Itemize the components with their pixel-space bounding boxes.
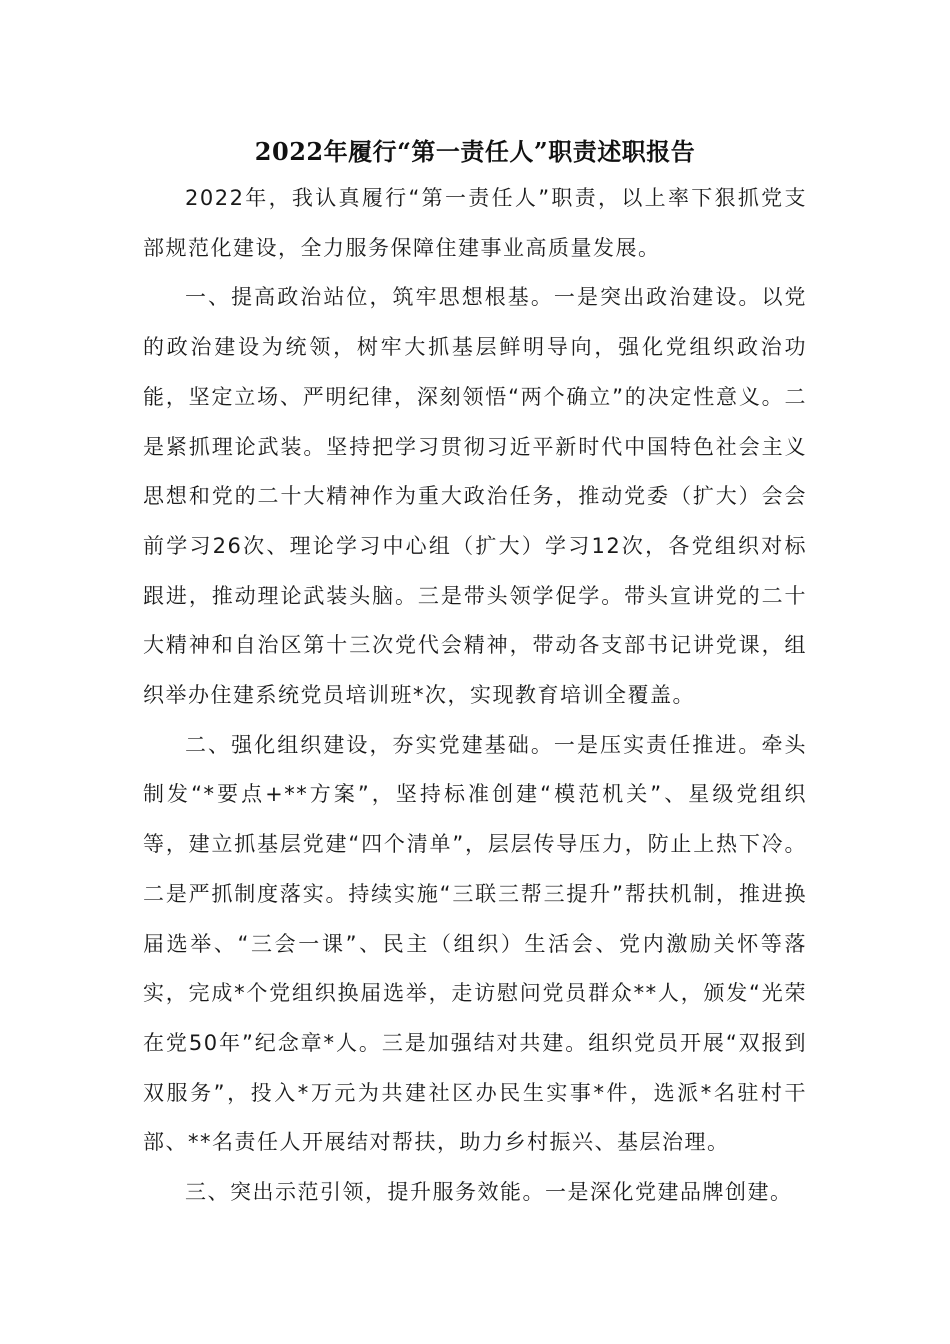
paragraph-section-1: 一、提高政治站位，筑牢思想根基。一是突出政治建设。以党的政治建设为统领，树牢大抓基层鲜明导向，强化党组织政治功能，坚定立场、严明纪律，深刻领悟“两个确立”的决定性意义。二是紧抓理论武装。坚持把学习贯彻习近平新时代中国特色社会主义思想和党的二十大精神作为重大政治任务，推动党委（扩大）会会前学习26次、理论学习中心组（扩大）学习12次，各党组织对标跟进，推动理论武装头脑。三是带头领学促学。带头宣讲党的二十大精神和自治区第十三次党代会精神，带动各支部书记讲党课，组织举办住建系统党员培训班*次，实现教育培训全覆盖。 — [143, 285, 807, 708]
document-title: 2022年履行“第一责任人”职责述职报告 — [254, 137, 696, 166]
paragraph-section-3: 三、突出示范引领，提升服务效能。一是深化党建品牌创建。 — [185, 1180, 793, 1205]
paragraph-section-2: 二、强化组织建设，夯实党建基础。一是压实责任推进。牵头制发“*要点+**方案”，坚持标准创建“模范机关”、星级党组织等，建立抓基层党建“四个清单”，层层传导压力，防止上热下冷。二是严抓制度落实。持续实施“三联三帮三提升”帮扶机制，推进换届选举、“三会一课”、民主（组织）生活会、党内激励关怀等落实，完成*个党组织换届选举，走访慰问党员群众**人，颁发“光荣在党50年”纪念章*人。三是加强结对共建。组织党员开展“双报到双服务”，投入*万元为共建社区办民生实事*件，选派*名驻村干部、**名责任人开展结对帮扶，助力乡村振兴、基层治理。 — [143, 732, 807, 1155]
document-body — [143, 174, 807, 1218]
paragraph-intro: 2022年，我认真履行“第一责任人”职责，以上率下狠抓党支部规范化建设，全力服务保障住建事业高质量发展。 — [143, 186, 807, 260]
